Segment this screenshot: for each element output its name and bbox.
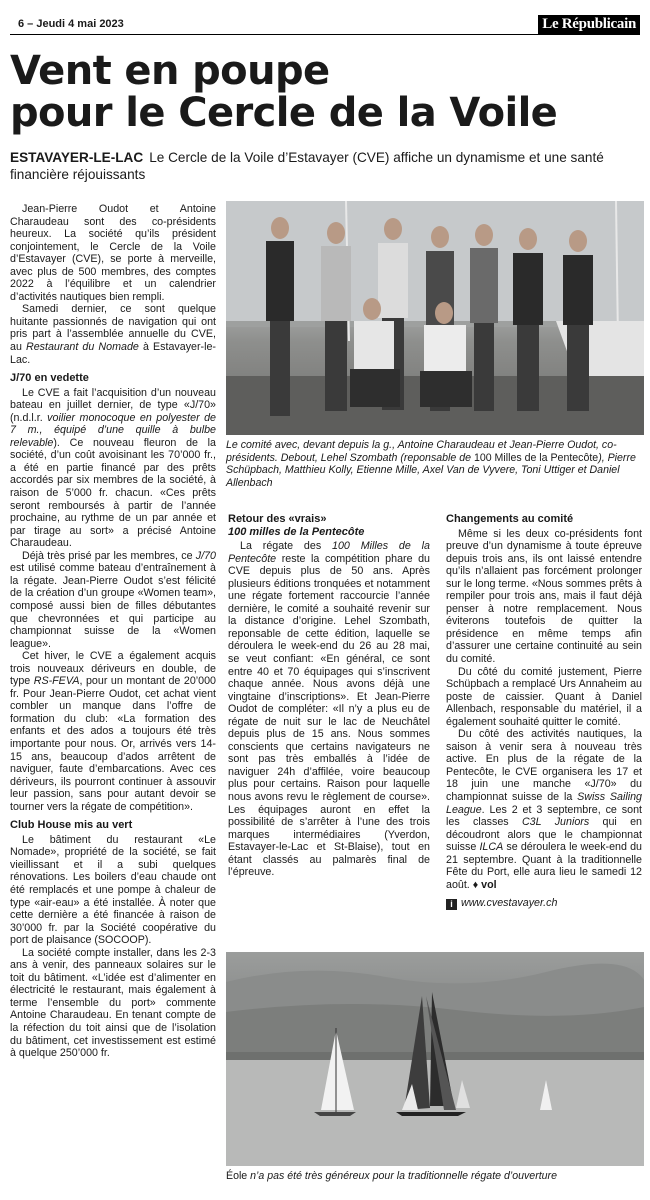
website-line	[446, 897, 642, 910]
paragraph: Jean-Pierre Oudot et Antoine Charaudeau sont des co-présidents heureux. La société qu’ils président conjointement, le Cercle de la Voile d’Estavayer (CVE), se porte à merveille, avec plus de 500 membres, des comptes 2022 à l’équilibre et un calendrier d’activités nautiques bien rempli.	[10, 203, 216, 303]
subheading-changements: Changements au comité	[446, 513, 574, 525]
paragraph: La société compte installer, dans les 2-3 ans à venir, des panneaux solaires sur le toit du bâtiment. «L’idée est d’alimenter en électricité le restaurant, mais également à terme l’ensemble du port» commente Antoine Charaudeau. En tenant compte de la réfection du toit ainsi que de l’isolation du bâtiment, cet investissement est estimé à quelque 250’000 fr.	[10, 946, 216, 1060]
regatta-photo-caption: Éole n’a pas été très généreux pour la traditionnelle régate d’ouverture	[226, 1170, 557, 1182]
regatta-photo	[226, 952, 644, 1166]
page-header	[10, 18, 640, 32]
headline	[10, 50, 645, 134]
column-1	[10, 203, 216, 1060]
website-link[interactable]: www.cvestavayer.ch	[461, 897, 558, 910]
info-icon: i	[446, 899, 457, 910]
committee-photo-caption: Le comité avec, devant depuis la g., Antoine Charaudeau et Jean-Pierre Oudot, co-présidents. Debout, Lehel Szombath (reponsable de 100 Milles de la Pentecôte), Pierre Schüpbach, Matthieu Kolly, Etienne Mille, Axel Van de Vyvere, Toni Uttiger et Daniel Allenbach	[226, 439, 636, 489]
column-3	[446, 513, 642, 910]
column-2	[228, 513, 430, 879]
subheading-j70: J/70 en vedette	[10, 372, 89, 385]
lede-text: Le Cercle de la Voile d’Estavayer (CVE) affiche un dynamisme et une santé financière réjouissants	[10, 150, 604, 182]
paragraph: Du côté du comité justement, Pierre Schüpbach a remplacé Urs Annaheim au poste de caissier. Quant à Daniel Allenbach, responsable du matériel, il a également souhaité quitter le comité.	[446, 665, 642, 728]
committee-photo	[226, 201, 644, 435]
signature: ♦ vol	[469, 878, 497, 891]
lede-place: ESTAVAYER-LE-LAC	[10, 150, 144, 165]
masthead-logo: Le Républicain	[538, 15, 640, 34]
paragraph: Cet hiver, le CVE a également acquis trois nouveaux dériveurs en double, de type RS-FEVA, pour un montant de 20’000 fr. Pour Jean-Pierre Oudot, cet achat vient combler un manque dans l’offre de formation du club: «La formation des enfants et des ados a toujours été très importante pour nous. Or, arrivés vers 14-15 ans, beaucoup d’ados arrêtent de naviguer, faute d’embarcations. Avec ces dériveurs, ils pourront continuer à assouvir leur passion, sans pour autant devoir se tourner vers la régate de compétition».	[10, 650, 217, 813]
headline-line1: Vent en poupe	[10, 48, 330, 94]
paragraph: Le bâtiment du restaurant «Le Nomade», propriété de la société, se fait vieillissant et il a subi quelques rénovations. Les boilers d’eau chaude ont été remplacés et une pompe à chaleur de type «air-eau» a été installée. À noter que cette dernière a été financée à raison de 30’000 fr. par la Société coopérative du port de plaisance (SOCOOP).	[10, 833, 216, 947]
paragraph: La régate des 100 Milles de la Pentecôte reste la compétition phare du CVE depuis plus de 50 ans. Après plusieurs éditions tronquées et notamment une régate fortement raccourcie l’année dernière, le comité a souhaité revenir sur la distance d’origine. Lehel Szombath, reponsable de cette édition, laquelle se déroulera le week-end du 26 au 28 mai, se veut confiant: «En général, ce sont entre 40 et 70 équipages qui s’inscrivent chaque année. Nous avons déjà une vingtaine d’inscriptions». Et Jean-Pierre Oudot de compléter: «Il n’y a plus eu de régate de nuit sur le lac de Neuchâtel depuis plus de 15 ans. Nous sommes conscients que certains navigateurs ne sont pas très emballés à l’idée de naviguer 24h d’affilée, voire beaucoup plus pour certains. Raison pour laquelle nous avons revu le règlement de course». Les équipages auront en effet la possibilité de s’arrêter à l’une des trois marques intermédiaires (Yverdon, Estavayer-le-Lac et St-Blaise), tout en étant classés au palmarès final de l’épreuve.	[228, 540, 430, 879]
paragraph: Même si les deux co-présidents font preuve d’un dynamisme à toute épreuve depuis trois ans, ils ont laissé entendre qu’ils n’allaient pas forcément prolonger sur le long terme. «Nous sommes prêts à rempiler pour trois ans, mais il faut déjà penser à notre remplacement. Nous éviterons toutefois de quitter la présidence en même temps afin d’assurer une certaine continuité au sein du comité.	[446, 527, 642, 666]
paragraph: Le CVE a fait l’acquisition d’un nouveau bateau en juillet dernier, de type «J/70» (n.d.l.r. voilier monocoque en polyester de 7 m., équipé d’une quille à bulbe relevable). Ce nouveau fleuron de la société, d’un coût avoisinant les 70’000 fr., a été en partie financé par des prêts accordés par six membres de la société, à raison de 5’000 fr. chacun. «Ces prêts seront remboursés à partir de l’année prochaine, au rythme de un par année et par tirage au sort» a précisé Antoine Charaudeau.	[10, 386, 216, 550]
paragraph: Du côté des activités nautiques, la saison à venir sera à nouveau très active. En plus de la régate de la Pentecôte, le CVE organisera les 17 et 18 juin une manche «J/70» du championnat suisse de la Swiss Sailing League. Les 2 et 3 septembre, ce sont les classes C3L Juniors qui en découdront alors que le championnat suisse ILCA se déroulera le week-end du 21 septembre. Quant à la traditionnelle Fête du Port, elle aura lieu le samedi 12 août. ♦ vol	[446, 728, 642, 891]
lede	[10, 150, 640, 183]
paragraph: Samedi dernier, ce sont quelque huitante passionnés de navigation qui ont pris part à l’assemblée annuelle du CVE, au Restaurant du Nomade à Estavayer-le-Lac.	[10, 303, 216, 366]
page-date: 6 – Jeudi 4 mai 2023	[18, 18, 124, 30]
header-rule	[10, 34, 640, 35]
paragraph: Déjà très prisé par les membres, ce J/70 est utilisé comme bateau d’entraînement à la régate. Jean-Pierre Oudot s’est félicité de la création d’un groupe «Women team», composé aussi bien de filles débutantes que chevronnées et qui participe au championnat suisse de la «Women league».	[10, 549, 216, 650]
subheading-retour: Retour des «vrais» 100 milles de la Pentecôte	[228, 513, 365, 538]
subheading-club-house: Club House mis au vert	[10, 819, 133, 832]
headline-line2: pour le Cercle de la Voile	[10, 90, 558, 136]
